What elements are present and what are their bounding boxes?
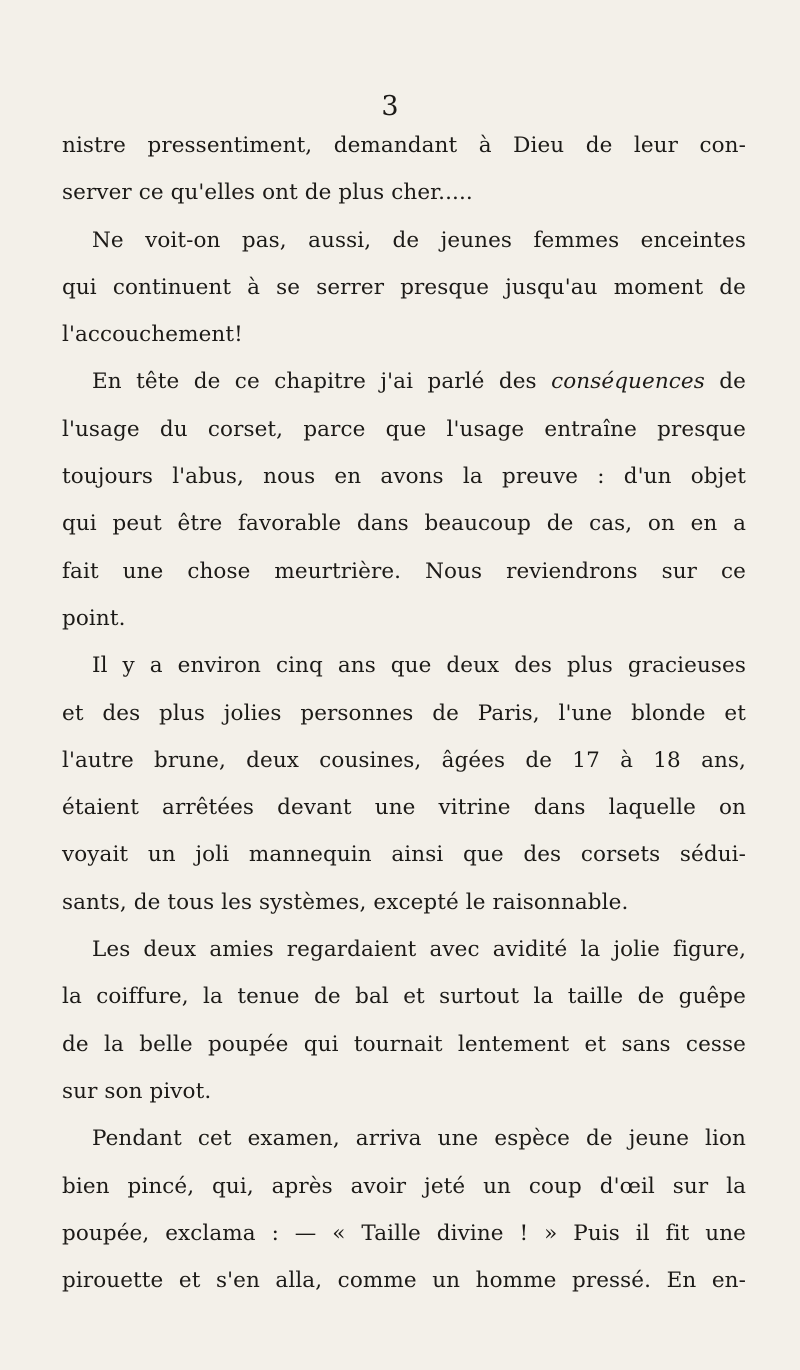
text-line: l'usage du corset, parce que l'usage entraîne presque [62,416,746,442]
text-line: server ce qu'elles ont de plus cher..... [62,180,473,206]
text-line: sants, de tous les systèmes, excepté le raisonnable. [62,889,629,915]
text-line: de la belle poupée qui tournait lentement et sans cesse [62,1031,746,1057]
text-line: point. [62,605,126,631]
text-line: et des plus jolies personnes de Paris, l'une blonde et [62,700,746,726]
text-line: étaient arrêtées devant une vitrine dans laquelle on [62,795,746,821]
page-number: 3 [381,91,399,122]
text-line: nistre pressentiment, demandant à Dieu de leur con- [62,133,746,158]
text-line: bien pincé, qui, après avoir jeté un coup d'œil sur la [62,1173,746,1199]
emphasized-word: conséquences [551,369,705,395]
paragraph-first-line: Il y a environ cinq ans que deux des plus gracieuses [92,653,746,679]
text-line: qui peut être favorable dans beaucoup de cas, on en a [62,511,746,537]
text-line: pirouette et s'en alla, comme un homme pressé. En en- [62,1268,746,1294]
paragraph-first-line: Les deux amies regardaient avec avidité la jolie figure, [92,937,746,963]
text-line: sur son pivot. [62,1078,212,1104]
text-segment: En tête de ce chapitre j'ai parlé des [92,369,552,395]
text-line: voyait un joli mannequin ainsi que des corsets sédui- [62,842,746,868]
text-line: l'accouchement! [62,322,243,348]
paragraph-first-line [62,358,746,405]
text-line: toujours l'abus, nous en avons la preuve : d'un objet [62,464,746,490]
paragraph-first-line: Pendant cet examen, arriva une espèce de jeune lion [92,1126,746,1152]
text-line: fait une chose meurtrière. Nous reviendrons sur ce [62,558,746,584]
paragraph-first-line: Ne voit-on pas, aussi, de jeunes femmes enceintes [92,227,746,253]
text-line: la coiffure, la tenue de bal et surtout la taille de guêpe [62,984,746,1010]
text-segment: de [704,369,746,395]
text-line: l'autre brune, deux cousines, âgées de 17 à 18 ans, [62,747,746,773]
body-text [62,122,746,1304]
text-line: qui continuent à se serrer presque jusqu'au moment de [62,274,746,300]
text-line: poupée, exclama : — « Taille divine ! » Puis il fit une [62,1220,746,1246]
